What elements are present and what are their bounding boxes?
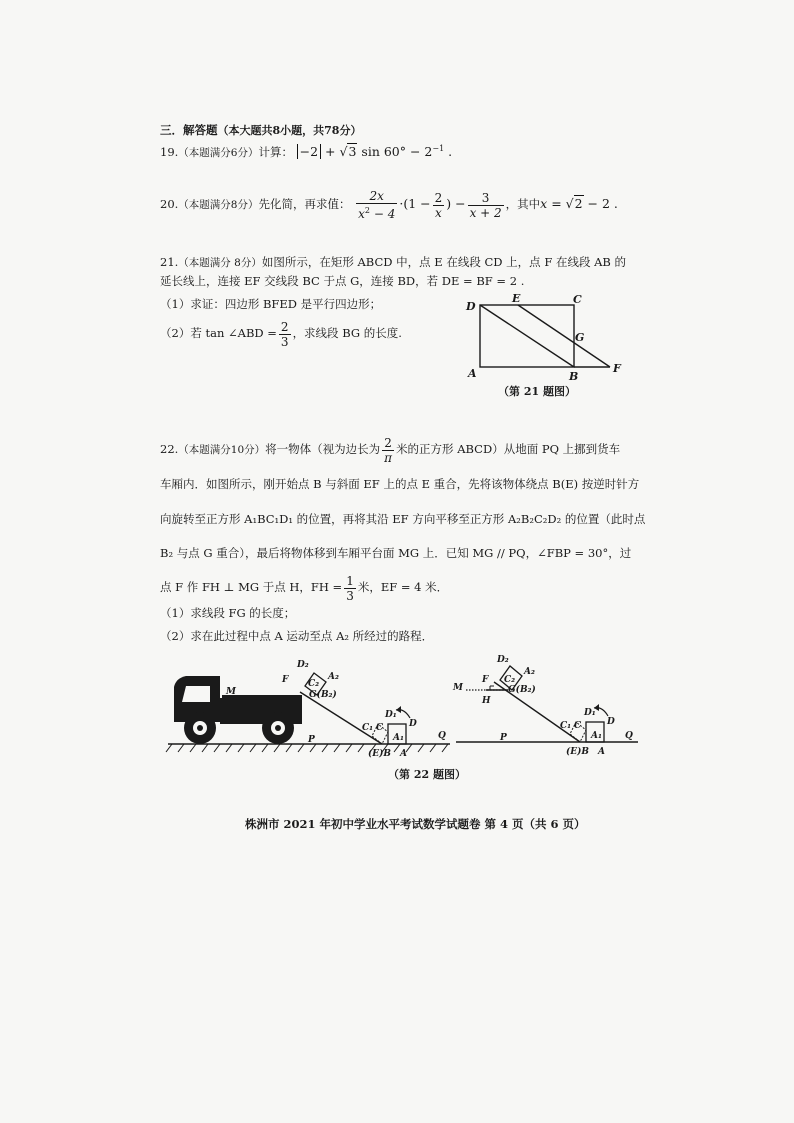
q19-points: （本题满分6分） [178,147,259,160]
q20-points: （本题满分8分） [178,199,259,211]
q20-number: 20. [160,197,179,211]
q21-line-1 [160,254,626,271]
q22-line-4 [160,545,631,561]
figure-21-caption: （第 21 题图） [498,385,576,398]
fig22b-label-c2: C₂ [504,675,516,685]
q22-line-3 [160,511,645,527]
label-b: B [569,370,579,383]
figure-22 [160,652,640,767]
q22-text-5-post: 米，EF = 4 米． [357,580,449,594]
q22-text-2: 车厢内．如图所示，刚开始点 B 与斜面 EF 上的点 E 重合，先将该物体绕点 B(E) 按逆时针方 [160,477,640,491]
q22-line-2 [160,476,639,492]
q20-fraction-3: $\frac{3}{x + 2}$ [469,190,502,220]
fig22b-label-a: A [598,747,605,757]
fig22-label-a1: A₁ [393,733,404,743]
q21-part-2-pre: （2）若 tan ∠ABD = [160,326,277,340]
fig22b-label-c1c: C₁ [560,721,572,731]
truck-window [182,686,210,702]
figure-22-caption: （第 22 题图） [388,768,466,781]
fig22b-label-d2: D₂ [497,655,509,665]
q19-expression: −2 + √3 $\sin 60^\circ - 2^{-1}$ . [297,144,452,159]
q21-part-1-text: （1）求证：四边形 BFED 是平行四边形； [160,297,382,311]
fig22-label-p: P [308,735,315,745]
q22-fraction-1: $\frac{2}{\pi}$ [384,435,393,465]
fig22-label-d1: D₁ [385,710,397,720]
q22-text-4: B₂ 与点 G 重合），最后将物体移到车厢平台面 MG 上．已知 MG // PQ，∠FBP = 30°，过 [160,546,632,560]
q22-line-5 [160,572,448,603]
q22-text-3: 向旋转至正方形 A₁BC₁D₁ 的位置，再将其沿 EF 方向平移至正方形 A₂B₂C₂D₂ 的位置（此时点 [160,512,646,526]
fig22-label-d2: D₂ [297,660,309,670]
q22-part-1 [160,605,295,621]
fig22b-label-m: M [453,683,463,693]
question-20: 20.（本题满分8分）先化简，再求值： $\frac{2x}{x^2 - 4}$ ·(1 − $\frac{2}{x}$ ) − $\frac{3}{x + 2}$ ，其中x = √2 − 2 . [160,189,618,221]
fig22-label-m: M [226,687,236,697]
q19-number: 19. [160,145,179,160]
q22-part-2 [160,628,433,644]
fig22b-label-a1: A₁ [591,731,602,741]
fig22b-label-c: C [574,721,582,731]
label-e: E [512,292,521,305]
q21-line-2 [160,273,524,289]
fig22-label-c2: C₂ [308,679,320,689]
q20-value: x = √2 − 2 . [540,196,618,211]
fig22-label-eb: (E)B [368,749,391,759]
label-g: G [575,331,585,344]
q22-part-1-text: （1）求线段 FG 的长度； [160,606,296,620]
fig22b-label-h: H [482,696,491,706]
q21-part-2 [160,318,402,349]
section-title: 三．解答题 [160,123,218,137]
section-note: （本大题共8小题，共78分） [217,124,362,137]
q21-text-2: 延长线上，连接 EF 交线段 BC 于点 G，连接 BD，若 DE = BF = 2 . [160,274,525,288]
fig22-label-q: Q [438,731,446,741]
label-a: A [468,367,477,380]
q20-text: 先化简，再求值： [258,197,351,211]
fig22-label-d: D [409,719,417,729]
q22-text-1-post: 米的正方形 ABCD）从地面 PQ 上挪到货车 [396,442,621,456]
q21-part-1 [160,296,381,312]
diagonal-bd [480,305,574,367]
fig22b-label-q: Q [625,731,633,741]
fig22-label-f: F [282,675,289,685]
fig22b-label-d1: D₁ [584,708,596,718]
section-heading [160,122,361,139]
fig22b-label-eb: (E)B [566,747,589,757]
q22-number: 22. [160,442,179,456]
q21-number: 21. [160,255,179,269]
segment-ef [518,305,610,367]
page-footer: 株洲市 2021 年初中学业水平考试数学试题卷 第 4 页（共 6 页） [245,817,586,831]
q21-fraction: $\frac{2}{3}$ [280,319,289,349]
label-c: C [573,293,582,306]
question-19 [160,141,452,161]
q22-line-1 [160,434,620,465]
fig22-label-a: A [400,749,407,759]
q22-fraction-2: $\frac{1}{3}$ [346,573,354,603]
q21-text-1: 如图所示，在矩形 ABCD 中，点 E 在线段 CD 上，点 F 在线段 AB 的 [261,255,627,269]
q19-text: 计算： [258,145,293,160]
label-f: F [613,362,621,375]
q21-points: （本题满分 8分） [178,257,262,269]
fig22-label-c: C [376,723,384,733]
fig22b-label-d: D [607,717,615,727]
q22-text-1-pre: 将一物体（视为边长为 [265,442,381,456]
fig22b-label-f: F [482,675,489,685]
fig22-label-gb2: G(B₂) [309,690,337,700]
q22-points: （本题满分10分） [178,444,266,456]
q20-fraction-2: $\frac{2}{x}$ [434,190,443,220]
q22-part-2-text: （2）求在此过程中点 A 运动至点 A₂ 所经过的路程． [160,629,434,643]
label-d: D [466,300,476,313]
q20-given-text: ，其中 [505,197,541,211]
q22-text-5-pre: 点 F 作 FH ⊥ MG 于点 H，FH = [160,580,343,594]
fig22-label-c1c: C₁ [362,723,374,733]
q20-fraction-1: $\frac{2x}{x^2 - 4}$ [358,189,396,221]
fig22b-label-a2: A₂ [524,667,535,677]
fig22-label-a2: A₂ [328,672,339,682]
fig22b-label-p: P [500,733,507,743]
q21-part-2-post: ，求线段 BG 的长度. [292,326,402,340]
fig22b-label-gb2: G(B₂) [508,685,536,695]
